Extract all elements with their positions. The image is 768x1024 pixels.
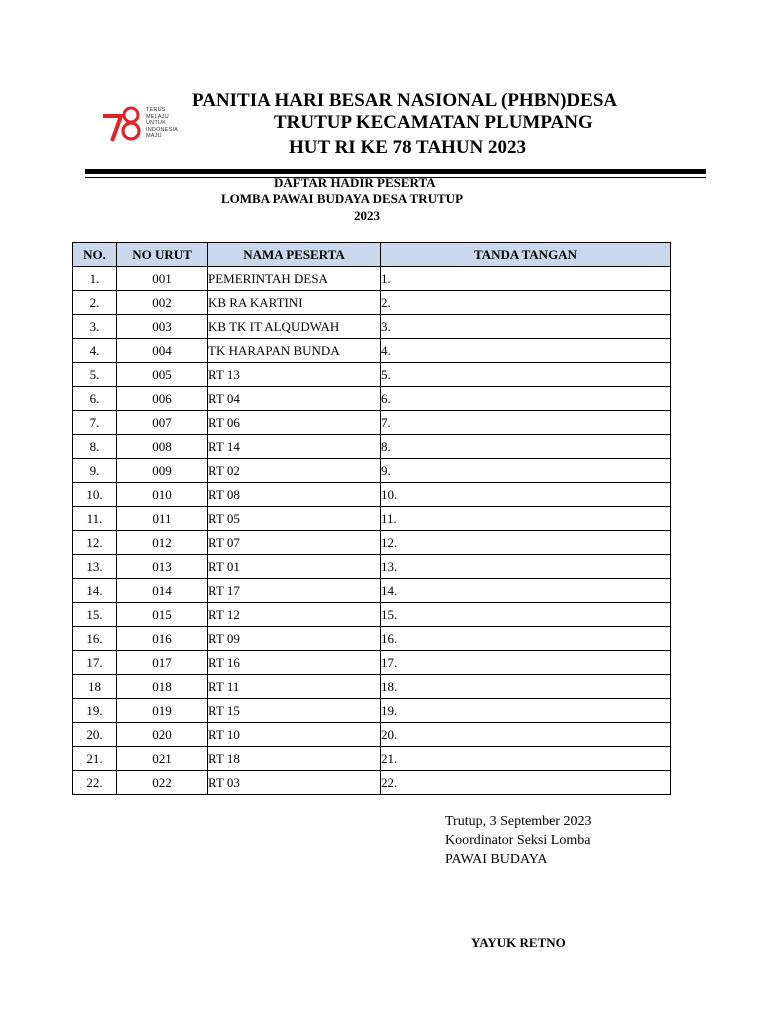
- row-number: 22.: [73, 771, 117, 795]
- row-participant-name: RT 06: [208, 411, 381, 435]
- row-number: 8.: [73, 435, 117, 459]
- row-signature-field[interactable]: 18.: [381, 675, 671, 699]
- table-row: [73, 339, 671, 363]
- place-date: Trutup, 3 September 2023: [445, 814, 592, 829]
- attendance-rows: [73, 267, 671, 795]
- table-row: [73, 723, 671, 747]
- row-order-number: 017: [117, 651, 208, 675]
- row-number: 10.: [73, 483, 117, 507]
- row-participant-name: RT 02: [208, 459, 381, 483]
- coordinator-section: PAWAI BUDAYA: [445, 852, 548, 867]
- row-participant-name: TK HARAPAN BUNDA: [208, 339, 381, 363]
- signer-name: YAYUK RETNO: [471, 935, 566, 950]
- coordinator-role: Koordinator Seksi Lomba: [445, 833, 591, 848]
- row-number: 20.: [73, 723, 117, 747]
- row-signature-field[interactable]: 8.: [381, 435, 671, 459]
- header-committee-title: PANITIA HARI BESAR NASIONAL (PHBN)DESA: [192, 90, 618, 111]
- row-participant-name: RT 14: [208, 435, 381, 459]
- row-order-number: 005: [117, 363, 208, 387]
- table-row: [73, 411, 671, 435]
- row-number: 21.: [73, 747, 117, 771]
- column-header-no-urut: NO URUT: [117, 243, 208, 267]
- row-order-number: 020: [117, 723, 208, 747]
- row-order-number: 002: [117, 291, 208, 315]
- logo-tagline-line: MAJU: [146, 133, 162, 140]
- row-order-number: 007: [117, 411, 208, 435]
- row-participant-name: RT 07: [208, 531, 381, 555]
- logo-tagline-line: UNTUK: [146, 120, 166, 127]
- row-signature-field[interactable]: 11.: [381, 507, 671, 531]
- row-signature-field[interactable]: 20.: [381, 723, 671, 747]
- row-order-number: 010: [117, 483, 208, 507]
- table-row: [73, 507, 671, 531]
- row-participant-name: RT 05: [208, 507, 381, 531]
- row-number: 9.: [73, 459, 117, 483]
- row-signature-field[interactable]: 3.: [381, 315, 671, 339]
- row-order-number: 001: [117, 267, 208, 291]
- row-signature-field[interactable]: 13.: [381, 555, 671, 579]
- row-participant-name: RT 09: [208, 627, 381, 651]
- row-number: 15.: [73, 603, 117, 627]
- logo-tagline-line: INDONESIA: [146, 126, 179, 133]
- document-title: DAFTAR HADIR PESERTA: [274, 175, 436, 190]
- row-order-number: 004: [117, 339, 208, 363]
- logo-tagline: [146, 107, 178, 140]
- row-number: 13.: [73, 555, 117, 579]
- table-row: [73, 459, 671, 483]
- row-order-number: 008: [117, 435, 208, 459]
- table-row: [73, 267, 671, 291]
- row-participant-name: RT 01: [208, 555, 381, 579]
- row-signature-field[interactable]: 1.: [381, 267, 671, 291]
- row-signature-field[interactable]: 17.: [381, 651, 671, 675]
- row-number: 5.: [73, 363, 117, 387]
- row-order-number: 022: [117, 771, 208, 795]
- row-signature-field[interactable]: 15.: [381, 603, 671, 627]
- row-signature-field[interactable]: 19.: [381, 699, 671, 723]
- row-signature-field[interactable]: 12.: [381, 531, 671, 555]
- row-number: 1.: [73, 267, 117, 291]
- row-order-number: 006: [117, 387, 208, 411]
- logo-tagline-line: TERUS: [146, 107, 166, 113]
- row-number: 4.: [73, 339, 117, 363]
- table-row: [73, 579, 671, 603]
- header-divider-thick: [85, 169, 706, 174]
- hut-78-emblem-icon: [101, 103, 145, 147]
- column-header-tanda-tangan: TANDA TANGAN: [381, 243, 671, 267]
- row-participant-name: KB TK IT ALQUDWAH: [208, 315, 381, 339]
- row-participant-name: RT 12: [208, 603, 381, 627]
- column-header-no: NO.: [73, 243, 117, 267]
- table-row: [73, 435, 671, 459]
- row-order-number: 014: [117, 579, 208, 603]
- column-header-nama-peserta: NAMA PESERTA: [208, 243, 381, 267]
- row-number: 12.: [73, 531, 117, 555]
- row-signature-field[interactable]: 22.: [381, 771, 671, 795]
- row-number: 6.: [73, 387, 117, 411]
- table-row: [73, 603, 671, 627]
- row-order-number: 021: [117, 747, 208, 771]
- row-number: 19.: [73, 699, 117, 723]
- table-row: [73, 675, 671, 699]
- row-participant-name: RT 08: [208, 483, 381, 507]
- table-row: [73, 291, 671, 315]
- table-row: [73, 651, 671, 675]
- table-row: [73, 531, 671, 555]
- table-row: [73, 483, 671, 507]
- row-order-number: 018: [117, 675, 208, 699]
- row-number: 3.: [73, 315, 117, 339]
- row-order-number: 015: [117, 603, 208, 627]
- document-subtitle: LOMBA PAWAI BUDAYA DESA TRUTUP: [221, 191, 464, 206]
- row-order-number: 016: [117, 627, 208, 651]
- row-participant-name: RT 13: [208, 363, 381, 387]
- attendance-table: [72, 242, 671, 795]
- table-row: [73, 699, 671, 723]
- row-signature-field[interactable]: 7.: [381, 411, 671, 435]
- hut-ri-78-logo: [101, 103, 201, 147]
- row-participant-name: RT 03: [208, 771, 381, 795]
- row-signature-field[interactable]: 21.: [381, 747, 671, 771]
- row-number: 14.: [73, 579, 117, 603]
- row-signature-field[interactable]: 9.: [381, 459, 671, 483]
- row-order-number: 009: [117, 459, 208, 483]
- row-participant-name: PEMERINTAH DESA: [208, 267, 381, 291]
- table-row: [73, 555, 671, 579]
- logo-tagline-line: MELAJU: [146, 113, 169, 120]
- row-order-number: 012: [117, 531, 208, 555]
- row-order-number: 011: [117, 507, 208, 531]
- row-signature-field[interactable]: 2.: [381, 291, 671, 315]
- row-signature-field[interactable]: 5.: [381, 363, 671, 387]
- row-signature-field[interactable]: 6.: [381, 387, 671, 411]
- header-event-year: HUT RI KE 78 TAHUN 2023: [289, 137, 527, 158]
- row-participant-name: RT 04: [208, 387, 381, 411]
- row-order-number: 013: [117, 555, 208, 579]
- row-number: 16.: [73, 627, 117, 651]
- row-participant-name: RT 16: [208, 651, 381, 675]
- row-participant-name: KB RA KARTINI: [208, 291, 381, 315]
- row-participant-name: RT 17: [208, 579, 381, 603]
- table-row: [73, 315, 671, 339]
- row-number: 11.: [73, 507, 117, 531]
- table-row: [73, 363, 671, 387]
- table-header-row: [73, 243, 671, 267]
- row-participant-name: RT 18: [208, 747, 381, 771]
- row-signature-field[interactable]: 4.: [381, 339, 671, 363]
- row-participant-name: RT 10: [208, 723, 381, 747]
- row-number: 7.: [73, 411, 117, 435]
- document-year: 2023: [354, 208, 380, 223]
- row-participant-name: RT 11: [208, 675, 381, 699]
- row-number: 17.: [73, 651, 117, 675]
- row-number: 2.: [73, 291, 117, 315]
- row-order-number: 019: [117, 699, 208, 723]
- row-signature-field[interactable]: 16.: [381, 627, 671, 651]
- row-number: 18: [73, 675, 117, 699]
- row-signature-field[interactable]: 14.: [381, 579, 671, 603]
- signature-block: [445, 812, 591, 869]
- header-village-district: TRUTUP KECAMATAN PLUMPANG: [274, 112, 593, 133]
- row-order-number: 003: [117, 315, 208, 339]
- table-row: [73, 627, 671, 651]
- row-participant-name: RT 15: [208, 699, 381, 723]
- row-signature-field[interactable]: 10.: [381, 483, 671, 507]
- table-row: [73, 387, 671, 411]
- table-row: [73, 771, 671, 795]
- table-row: [73, 747, 671, 771]
